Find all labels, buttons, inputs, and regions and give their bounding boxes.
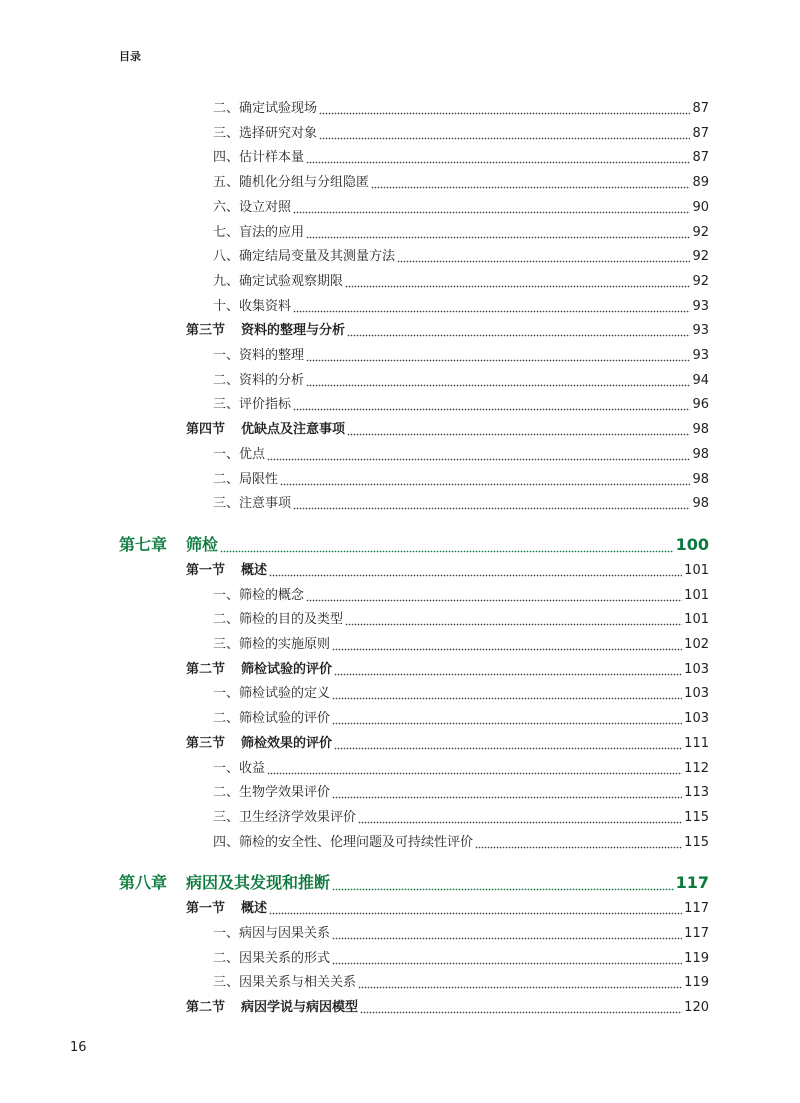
toc-section-row[interactable] xyxy=(186,659,709,681)
toc-entry-label xyxy=(213,370,304,392)
toc-page-number: 92 xyxy=(692,224,709,240)
toc-entry-title: 一、筛检的概念 xyxy=(213,587,305,603)
dot-leader xyxy=(293,394,690,416)
toc-section-row[interactable] xyxy=(186,997,709,1019)
toc-entry-label xyxy=(213,296,291,318)
toc-entry-title: 概述 xyxy=(241,562,268,578)
toc-page-number: 96 xyxy=(692,397,709,413)
toc-page-number: 111 xyxy=(684,735,709,751)
toc-page-number: 101 xyxy=(684,612,709,628)
toc-item-row[interactable] xyxy=(213,493,709,515)
toc-item-row[interactable] xyxy=(213,708,709,730)
toc-item-row[interactable] xyxy=(213,972,709,994)
toc-page-number: 100 xyxy=(675,534,709,554)
toc-entry-title: 二、筛检的目的及类型 xyxy=(213,612,344,628)
toc-entry-title: 三、注意事项 xyxy=(213,496,292,512)
dot-leader xyxy=(358,807,682,829)
dot-leader xyxy=(371,172,690,194)
toc-entry-title: 四、筛检的安全性、伦理问题及可持续性评价 xyxy=(213,834,474,850)
toc-entry-title: 筛检 xyxy=(186,534,219,554)
toc-page-number: 101 xyxy=(684,587,709,603)
toc-entry-label xyxy=(213,246,395,268)
toc-page-number: 103 xyxy=(684,711,709,727)
toc-item-row[interactable] xyxy=(213,246,709,268)
dot-leader xyxy=(358,972,682,994)
dot-leader xyxy=(319,123,690,145)
toc-page-number: 93 xyxy=(692,298,709,314)
toc-entry-title: 五、随机化分组与分组隐匿 xyxy=(213,175,370,191)
dot-leader xyxy=(332,683,682,705)
toc-item-row[interactable] xyxy=(213,271,709,293)
dot-leader xyxy=(220,530,674,560)
toc-entry-label xyxy=(213,948,330,970)
chapter-number: 第七章 xyxy=(119,534,168,554)
dot-leader xyxy=(332,923,682,945)
dot-leader xyxy=(345,609,682,631)
toc-page-number: 119 xyxy=(684,950,709,966)
dot-leader xyxy=(397,246,690,268)
toc-entry-label xyxy=(213,585,304,607)
dot-leader xyxy=(334,733,682,755)
toc-page-number: 93 xyxy=(692,323,709,339)
toc-entry-label xyxy=(119,868,330,898)
toc-section-row[interactable] xyxy=(186,320,709,342)
toc-entry-label xyxy=(213,345,304,367)
toc-item-row[interactable] xyxy=(213,634,709,656)
toc-entry-label xyxy=(213,634,330,656)
toc-item-row[interactable] xyxy=(213,222,709,244)
toc-entry-label xyxy=(213,972,356,994)
section-number: 第二节 xyxy=(186,1000,226,1016)
toc-page-number: 117 xyxy=(684,926,709,941)
toc-item-row[interactable] xyxy=(213,832,709,854)
toc-page-number: 98 xyxy=(692,422,709,438)
toc-entry-label xyxy=(213,147,304,169)
toc-page-number: 93 xyxy=(692,348,709,363)
toc-entry-label xyxy=(213,394,291,416)
toc-page-number: 103 xyxy=(684,686,709,702)
toc-section-row[interactable] xyxy=(186,560,709,582)
dot-leader xyxy=(319,98,690,120)
section-number: 第三节 xyxy=(186,735,226,751)
toc-page-number: 115 xyxy=(684,809,709,825)
dot-leader xyxy=(269,560,682,582)
toc-chapter-row[interactable] xyxy=(119,530,709,560)
toc-page-number: 117 xyxy=(684,901,709,917)
toc-item-row[interactable] xyxy=(213,296,709,318)
dot-leader xyxy=(267,758,682,780)
toc-page-number: 113 xyxy=(684,785,709,801)
toc-page-number: 115 xyxy=(684,834,709,850)
toc-entry-title: 七、盲法的应用 xyxy=(213,224,305,240)
running-header: 目录 xyxy=(119,50,141,63)
toc-entry-title: 二、局限性 xyxy=(213,471,279,487)
toc-section-row[interactable] xyxy=(186,898,709,920)
toc-entry-label xyxy=(186,733,332,755)
toc-entry-label xyxy=(213,123,317,145)
toc-section-row[interactable] xyxy=(186,733,709,755)
toc-entry-label xyxy=(213,444,265,466)
toc-page-number: 90 xyxy=(692,199,709,215)
toc-entry-title: 二、因果关系的形式 xyxy=(213,950,331,966)
toc-page-number: 119 xyxy=(684,975,709,991)
dot-leader xyxy=(269,898,682,920)
toc-page-number: 87 xyxy=(692,125,709,141)
toc-entry-title: 二、确定试验现场 xyxy=(213,101,318,116)
toc-entry-title: 二、筛检试验的评价 xyxy=(213,711,331,727)
dot-leader xyxy=(293,197,690,219)
dot-leader xyxy=(332,708,682,730)
toc-entry-label xyxy=(213,98,317,120)
toc-page-number: 92 xyxy=(692,273,709,289)
page-number: 16 xyxy=(70,1040,87,1055)
toc-page-number: 112 xyxy=(684,760,709,776)
toc-item-row[interactable] xyxy=(213,197,709,219)
toc-entry-label xyxy=(186,320,345,342)
toc-page-number: 87 xyxy=(692,150,709,166)
toc-entry-label xyxy=(213,782,330,804)
toc-item-row[interactable] xyxy=(213,469,709,491)
toc-item-row[interactable] xyxy=(213,98,709,120)
toc-entry-label xyxy=(119,530,218,560)
toc-entry-label xyxy=(213,469,278,491)
toc-page-number: 94 xyxy=(692,372,709,388)
dot-leader xyxy=(306,345,690,367)
dot-leader xyxy=(293,493,690,515)
toc-item-row[interactable] xyxy=(213,807,709,829)
toc-entry-title: 六、设立对照 xyxy=(213,199,292,215)
dot-leader xyxy=(347,320,690,342)
dot-leader xyxy=(475,832,682,854)
toc-entry-title: 一、资料的整理 xyxy=(213,348,305,363)
toc-entry-label xyxy=(186,560,267,582)
toc-entry-title: 十、收集资料 xyxy=(213,298,292,314)
toc-item-row[interactable] xyxy=(213,345,709,367)
toc-item-row[interactable] xyxy=(213,370,709,392)
toc-entry-label xyxy=(213,708,330,730)
toc-item-row[interactable] xyxy=(213,394,709,416)
toc-item-row[interactable] xyxy=(213,683,709,705)
section-number: 第一节 xyxy=(186,901,226,917)
toc-entry-title: 资料的整理与分析 xyxy=(241,323,346,339)
toc-page-number: 98 xyxy=(692,496,709,512)
section-number: 第四节 xyxy=(186,422,226,438)
toc-entry-label xyxy=(213,923,330,945)
toc-entry-title: 三、因果关系与相关关系 xyxy=(213,975,357,991)
toc-entry-label xyxy=(213,832,473,854)
toc-section-row[interactable] xyxy=(186,419,709,441)
toc-item-row[interactable] xyxy=(213,758,709,780)
toc-entry-title: 四、估计样本量 xyxy=(213,150,305,166)
toc-entry-title: 三、卫生经济学效果评价 xyxy=(213,809,357,825)
section-number: 第一节 xyxy=(186,562,226,578)
toc-page-number: 103 xyxy=(684,661,709,677)
toc-entry-title: 三、评价指标 xyxy=(213,397,292,413)
toc-page-number: 98 xyxy=(692,446,709,462)
dot-leader xyxy=(280,469,690,491)
toc-entry-title: 筛检效果的评价 xyxy=(241,735,333,751)
toc-page-number: 102 xyxy=(684,637,709,652)
toc-page-number: 117 xyxy=(675,873,709,893)
toc-item-row[interactable] xyxy=(213,172,709,194)
toc-entry-title: 一、病因与因果关系 xyxy=(213,926,331,941)
toc-entry-title: 病因学说与病因模型 xyxy=(241,1000,359,1016)
toc-entry-label xyxy=(213,271,343,293)
toc-entry-label xyxy=(213,493,291,515)
toc-entry-label xyxy=(213,172,369,194)
toc-entry-title: 一、优点 xyxy=(213,446,266,462)
toc-item-row[interactable] xyxy=(213,585,709,607)
dot-leader xyxy=(332,634,682,656)
dot-leader xyxy=(347,419,690,441)
dot-leader xyxy=(332,868,674,898)
dot-leader xyxy=(332,782,682,804)
toc-page-number: 101 xyxy=(684,562,709,578)
section-number: 第三节 xyxy=(186,323,226,339)
dot-leader xyxy=(334,659,682,681)
toc-entry-label xyxy=(186,659,332,681)
toc-page-number: 89 xyxy=(692,175,709,191)
toc-item-row[interactable] xyxy=(213,782,709,804)
toc-page-number: 120 xyxy=(684,1000,709,1016)
toc-entry-title: 八、确定结局变量及其测量方法 xyxy=(213,249,396,265)
toc-entry-title: 病因及其发现和推断 xyxy=(186,873,331,893)
dot-leader xyxy=(332,948,682,970)
dot-leader xyxy=(306,147,690,169)
toc-entry-label xyxy=(213,609,343,631)
dot-leader xyxy=(306,222,690,244)
dot-leader xyxy=(345,271,690,293)
toc-item-row[interactable] xyxy=(213,948,709,970)
toc-entry-title: 概述 xyxy=(241,901,268,917)
toc-entry-title: 一、筛检试验的定义 xyxy=(213,686,331,702)
toc-entry-title: 三、筛检的实施原则 xyxy=(213,637,331,652)
toc-chapter-row[interactable] xyxy=(119,868,709,898)
toc-entry-label xyxy=(186,997,358,1019)
toc-entry-title: 二、资料的分析 xyxy=(213,372,305,388)
chapter-number: 第八章 xyxy=(119,873,168,893)
toc-entry-title: 筛检试验的评价 xyxy=(241,661,333,677)
toc-entry-label xyxy=(213,197,291,219)
toc-entry-label xyxy=(186,898,267,920)
toc-page-number: 87 xyxy=(692,101,709,116)
dot-leader xyxy=(267,444,690,466)
toc-entry-title: 优缺点及注意事项 xyxy=(241,422,346,438)
dot-leader xyxy=(360,997,682,1019)
toc-item-row[interactable] xyxy=(213,923,709,945)
toc-item-row[interactable] xyxy=(213,147,709,169)
dot-leader xyxy=(306,370,690,392)
toc-item-row[interactable] xyxy=(213,609,709,631)
dot-leader xyxy=(306,585,682,607)
toc-entry-title: 一、收益 xyxy=(213,760,266,776)
toc-entry-title: 九、确定试验观察期限 xyxy=(213,273,344,289)
toc-entry-label xyxy=(213,683,330,705)
toc-entry-title: 二、生物学效果评价 xyxy=(213,785,331,801)
toc-item-row[interactable] xyxy=(213,123,709,145)
toc-entry-label xyxy=(213,807,356,829)
dot-leader xyxy=(293,296,690,318)
toc-entry-label xyxy=(186,419,345,441)
toc-entry-label xyxy=(213,758,265,780)
toc-page-number: 98 xyxy=(692,471,709,487)
toc-page-number: 92 xyxy=(692,249,709,265)
toc-entry-label xyxy=(213,222,304,244)
toc-entry-title: 三、选择研究对象 xyxy=(213,125,318,141)
section-number: 第二节 xyxy=(186,661,226,677)
toc-item-row[interactable] xyxy=(213,444,709,466)
